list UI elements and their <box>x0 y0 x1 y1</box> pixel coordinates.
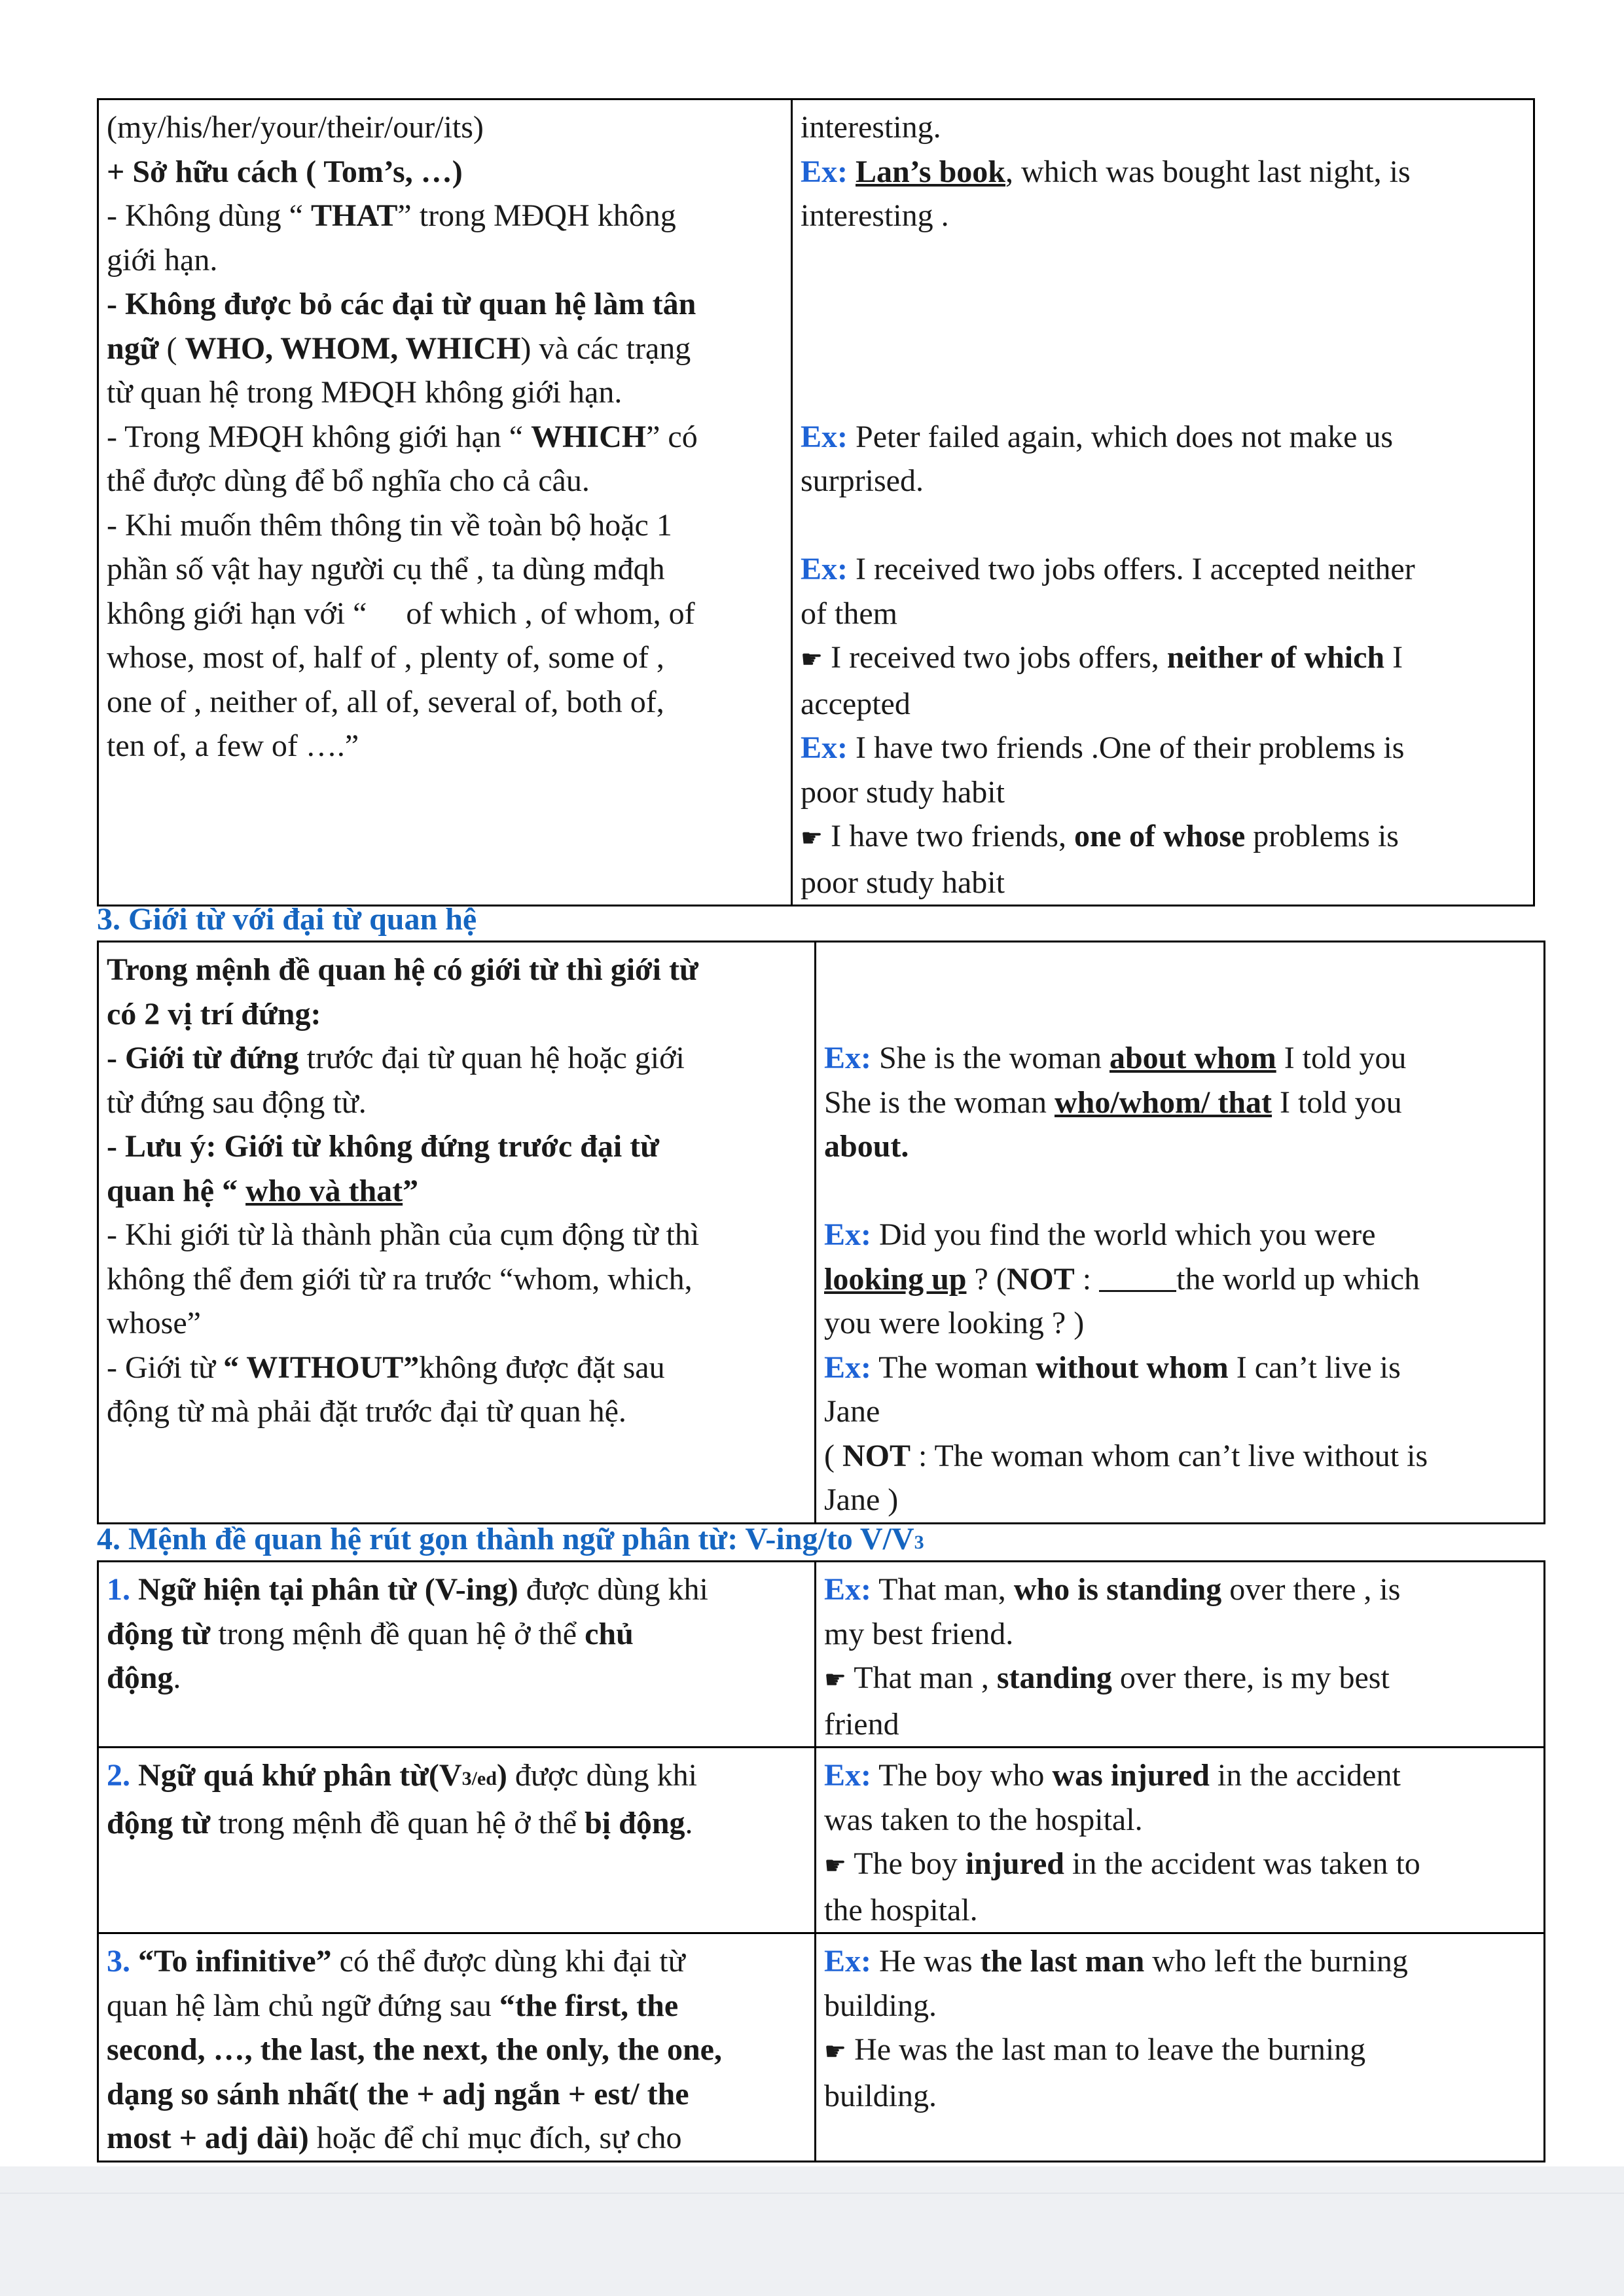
text-line: my best friend. <box>824 1616 1014 1651</box>
text-line: 3. “To infinitive” có thể được dùng khi đại từ <box>107 1944 685 1979</box>
table-prepositions <box>97 941 1545 1524</box>
text-line: (my/his/her/your/their/our/its) <box>107 110 484 145</box>
rule-number: 1. <box>107 1572 130 1607</box>
text-line: 2. Ngữ quá khứ phân từ(V3/ed) được dùng khi <box>107 1758 697 1793</box>
text-line: - Không được bỏ các đại từ quan hệ làm tân <box>107 287 696 321</box>
example-line: Ex: Peter failed again, which does not make us <box>801 419 1394 454</box>
text-line: + Sở hữu cách ( Tom’s, …) <box>107 154 463 189</box>
text-line: - Giới từ đứng trước đại từ quan hệ hoặc giới <box>107 1041 685 1075</box>
rule-cell <box>98 1748 816 1933</box>
example-line: ☛ I received two jobs offers, neither of which I <box>801 640 1403 675</box>
example-line: Ex: Did you find the world which you were <box>824 1217 1376 1252</box>
rule-number: 3. <box>107 1944 130 1979</box>
text-line: was taken to the hospital. <box>824 1802 1143 1837</box>
ex-label: Ex: <box>824 1572 871 1607</box>
example-line: Ex: The boy who was injured in the accident <box>824 1758 1401 1793</box>
example-cell <box>816 1933 1545 2162</box>
text-line: the hospital. <box>824 1892 978 1928</box>
text-line: one of , neither of, all of, several of, both of, <box>107 684 664 719</box>
table-row <box>98 1748 1545 1933</box>
text-line: từ quan hệ trong MĐQH không giới hạn. <box>107 375 623 410</box>
page-gap <box>0 2166 1624 2296</box>
example-line: Ex: She is the woman about whom I told you <box>824 1041 1407 1075</box>
text-line: phần số vật hay người cụ thể , ta dùng mđqh <box>107 552 665 586</box>
text-line: interesting. <box>801 110 941 145</box>
text-line: động từ trong mệnh đề quan hệ ở thể bị động. <box>107 1805 693 1840</box>
text-line: She is the woman who/whom/ that I told you <box>824 1085 1402 1120</box>
pointing-hand-icon: ☛ <box>824 1665 847 1694</box>
text-line: quan hệ làm chủ ngữ đứng sau “the first, the <box>107 1988 679 2023</box>
example-line: Ex: I have two friends .One of their problems is <box>801 730 1405 765</box>
rule-cell <box>98 99 792 906</box>
ex-label: Ex: <box>824 1217 871 1252</box>
table-reduced-clauses <box>97 1560 1545 2162</box>
text-line: Jane ) <box>824 1482 899 1517</box>
ex-label: Ex: <box>801 730 848 765</box>
text-line: không giới hạn với “ of which , of whom, of <box>107 596 695 631</box>
text-line: không thể đem giới từ ra trước “whom, which, <box>107 1261 693 1297</box>
text-line: - Khi giới từ là thành phần của cụm động từ thì <box>107 1217 700 1252</box>
text-line: whose” <box>107 1306 201 1340</box>
text-line: dạng so sánh nhất( the + adj ngắn + est/ the <box>107 2076 689 2111</box>
rule-number: 2. <box>107 1758 130 1793</box>
section-heading: 4. Mệnh đề quan hệ rút gọn thành ngữ phân từ: V-ing/to V/V3 <box>97 1522 924 1556</box>
text-line <box>801 238 1525 283</box>
text-line: - Lưu ý: Giới từ không đứng trước đại từ <box>107 1129 659 1164</box>
text-line: Jane <box>824 1394 880 1429</box>
text-line: ngữ ( WHO, WHOM, WHICH) và các trạng <box>107 331 691 366</box>
text-line: you were looking ? ) <box>824 1306 1085 1340</box>
ex-label: Ex: <box>801 552 848 586</box>
text-line: interesting . <box>801 198 949 233</box>
text-line <box>801 503 1525 548</box>
example-cell <box>792 99 1534 906</box>
text-line: poor study habit <box>801 865 1005 900</box>
pointing-hand-icon: ☛ <box>801 645 823 673</box>
text-line: looking up ? (NOT : the world up which <box>824 1261 1420 1297</box>
ex-label: Ex: <box>801 154 848 189</box>
table-nonrestrictive-clauses <box>97 98 1535 906</box>
page-divider <box>0 2193 1624 2194</box>
pointing-hand-icon: ☛ <box>801 823 823 852</box>
ex-label: Ex: <box>824 1758 871 1793</box>
text-line <box>801 282 1525 327</box>
example-line: Ex: That man, who is standing over there , is <box>824 1572 1401 1607</box>
example-line: ☛ I have two friends, one of whose problems is <box>801 819 1399 853</box>
pointing-hand-icon: ☛ <box>824 2037 847 2066</box>
example-line: ☛ He was the last man to leave the burning <box>824 2032 1366 2067</box>
ex-label: Ex: <box>824 1944 871 1979</box>
text-line: most + adj dài) hoặc để chỉ mục đích, sự cho <box>107 2121 682 2155</box>
text-line: - Trong MĐQH không giới hạn “ WHICH” có <box>107 419 698 454</box>
table-row <box>98 99 1534 906</box>
text-line <box>801 327 1525 371</box>
text-line: ( NOT : The woman whom can’t live without is <box>824 1438 1428 1473</box>
example-line: Ex: I received two jobs offers. I accepted neither <box>801 552 1415 586</box>
example-cell <box>816 942 1545 1524</box>
text-line: friend <box>824 1706 899 1742</box>
text-line: động từ trong mệnh đề quan hệ ở thể chủ <box>107 1616 634 1651</box>
text-line <box>801 370 1525 415</box>
ex-label: Ex: <box>824 1350 871 1385</box>
text-line <box>824 992 1536 1037</box>
text-line: động từ mà phải đặt trước đại từ quan hệ. <box>107 1394 626 1429</box>
example-line: Ex: The woman without whom I can’t live is <box>824 1350 1401 1385</box>
text-line: whose, most of, half of , plenty of, some of , <box>107 640 664 675</box>
example-line: Ex: He was the last man who left the burning <box>824 1944 1408 1979</box>
section-heading: 3. Giới từ với đại từ quan hệ <box>97 902 477 937</box>
rule-cell <box>98 1933 816 2162</box>
text-line: giới hạn. <box>107 242 218 278</box>
text-line <box>824 948 1536 992</box>
text-line: có 2 vị trí đứng: <box>107 996 321 1031</box>
text-line: quan hệ “ who và that” <box>107 1173 419 1208</box>
table-row <box>98 942 1545 1524</box>
text-line: động. <box>107 1660 181 1695</box>
ex-label: Ex: <box>824 1041 871 1075</box>
text-line: thể được dùng để bổ nghĩa cho cả câu. <box>107 463 590 498</box>
text-line: poor study habit <box>801 774 1005 810</box>
example-cell <box>816 1562 1545 1748</box>
table-row <box>98 1933 1545 2162</box>
text-line: building. <box>824 1988 937 2023</box>
text-line: - Giới từ “ WITHOUT”không được đặt sau <box>107 1350 665 1385</box>
text-line: - Khi muốn thêm thông tin về toàn bộ hoặc 1 <box>107 507 672 543</box>
rule-cell <box>98 1562 816 1748</box>
table-row <box>98 1562 1545 1748</box>
ex-label: Ex: <box>801 419 848 454</box>
text-line: Trong mệnh đề quan hệ có giới từ thì giới từ <box>107 952 698 987</box>
text-line: accepted <box>801 686 911 721</box>
text-line: building. <box>824 2078 937 2113</box>
example-cell <box>816 1748 1545 1933</box>
example-line: ☛ That man , standing over there, is my best <box>824 1660 1390 1695</box>
example-line: Ex: Lan’s book, which was bought last night, is <box>801 154 1411 189</box>
text-line: second, …, the last, the next, the only, the one, <box>107 2032 722 2067</box>
text-line: of them <box>801 596 897 631</box>
blank-line <box>1099 1264 1176 1292</box>
pointing-hand-icon: ☛ <box>824 1851 847 1880</box>
text-line: - Không dùng “ THAT” trong MĐQH không <box>107 198 676 233</box>
example-line: ☛ The boy injured in the accident was taken to <box>824 1846 1420 1881</box>
rule-cell <box>98 942 816 1524</box>
text-line: ten of, a few of ….” <box>107 728 359 763</box>
text-line: từ đứng sau động từ. <box>107 1085 367 1120</box>
text-line: surprised. <box>801 463 924 498</box>
text-line <box>824 1169 1536 1213</box>
text-line: 1. Ngữ hiện tại phân từ (V-ing) được dùng khi <box>107 1572 708 1607</box>
text-line: about. <box>824 1129 909 1164</box>
